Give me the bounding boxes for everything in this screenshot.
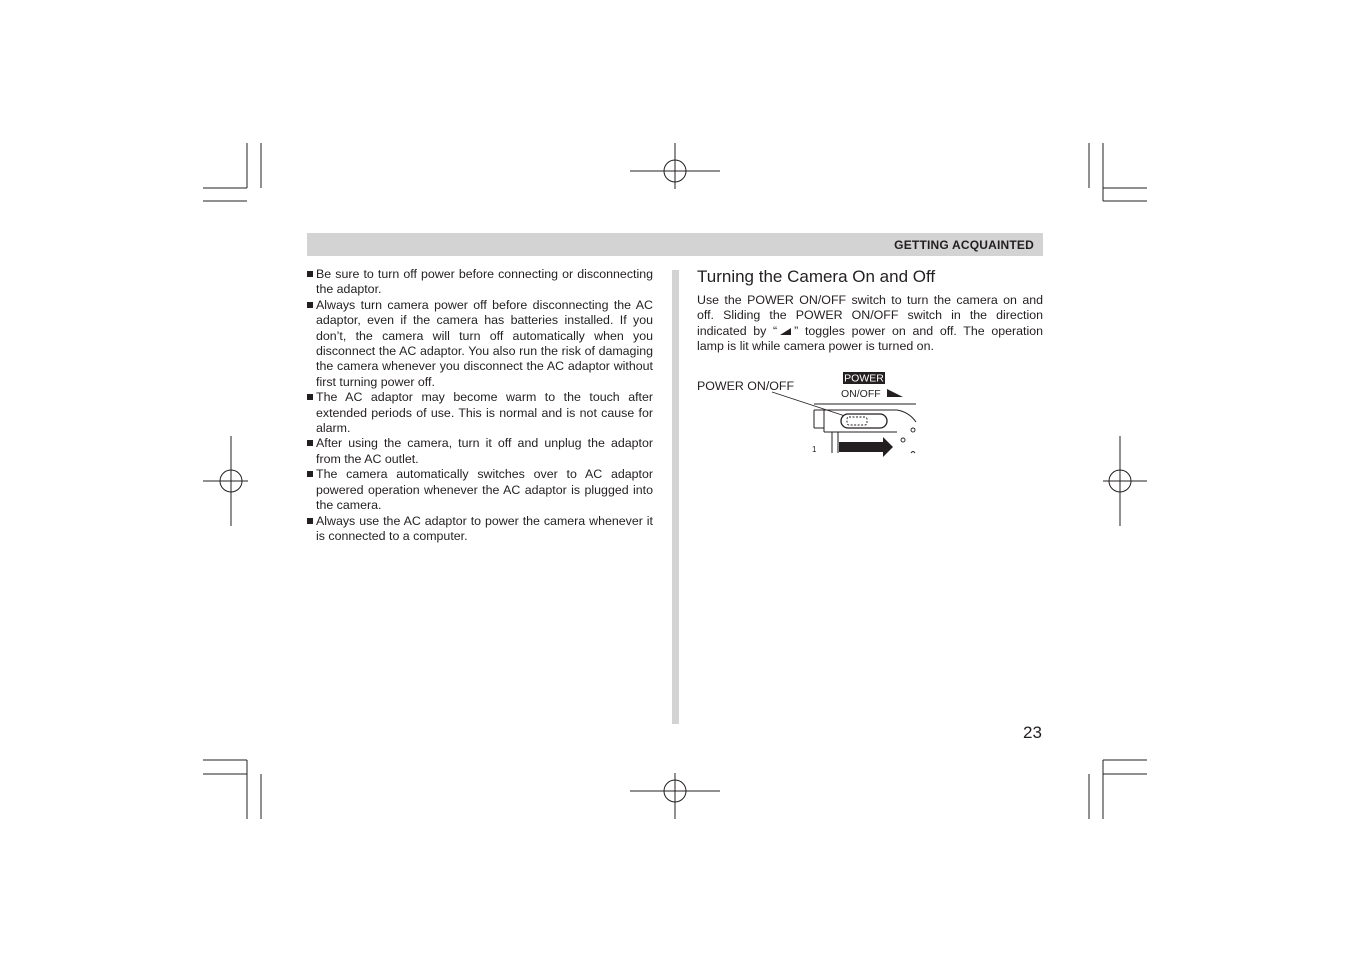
list-item: Always turn camera power off before disconnecting the AC adaptor, even if the camera has batteries installed. If you don’t, the camera will turn off automatically when you disconnect the AC adaptor. You also run the risk of damaging the camera whenever you disconnect the AC adaptor without first turning power off. [307,298,653,390]
power-tag-text: POWER [844,372,884,385]
slide-arrow-icon [839,437,893,457]
power-switch-figure [697,370,922,460]
power-switch-slider [841,414,887,428]
on-off-label: ON/OFF [841,388,881,400]
section-header-bar [307,233,1043,256]
list-item: The AC adaptor may become warm to the touch after extended periods of use. This is normal and is not cause for alarm. [307,390,653,436]
section-title: GETTING ACQUAINTED [894,238,1034,252]
power-section [697,266,1043,355]
direction-triangle-icon [887,389,903,397]
column-divider [672,270,679,724]
page-number: 23 [1023,723,1042,742]
power-switch-illustration [697,370,922,460]
slide-direction-icon [780,328,791,335]
list-item: Be sure to turn off power before connecting or disconnecting the adaptor. [307,267,653,298]
list-item: Always use the AC adaptor to power the camera whenever it is connected to a computer. [307,514,653,545]
square-bullet-icon [307,394,313,400]
power-instructions: Use the POWER ON/OFF switch to turn the camera on and off. Sliding the POWER ON/OFF switch in the direction indicated by “ ” toggles power on and off. The operation lamp is lit while camera power is turned on. [697,293,1043,354]
square-bullet-icon [307,302,313,308]
list-item: The camera automatically switches over to AC adaptor powered operation whenever the AC adaptor is plugged into the camera. [307,467,653,513]
section-heading: Turning the Camera On and Off [697,267,936,286]
square-bullet-icon [307,471,313,477]
square-bullet-icon [307,271,313,277]
figure-callout-label: POWER ON/OFF [697,379,795,393]
list-item: After using the camera, turn it off and unplug the adaptor from the AC outlet. [307,436,653,467]
precautions-list [307,267,653,544]
corner-mark-text: 1 [812,445,817,454]
square-bullet-icon [307,440,313,446]
square-bullet-icon [307,518,313,524]
